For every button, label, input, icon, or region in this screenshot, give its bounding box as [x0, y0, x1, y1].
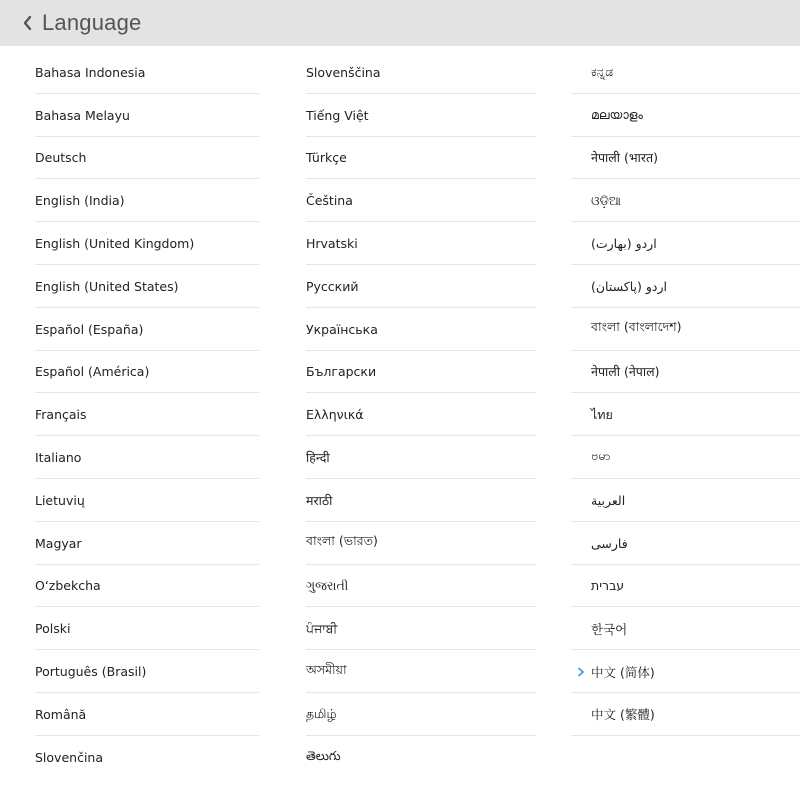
language-item[interactable]: Slovenščina: [306, 51, 536, 94]
language-item[interactable]: বাংলা (ভারত): [306, 522, 536, 565]
language-item[interactable]: Українська: [306, 308, 536, 351]
chevron-left-icon: [20, 13, 34, 33]
language-item[interactable]: Română: [35, 693, 259, 736]
language-item[interactable]: اردو (پاکستان): [571, 265, 800, 308]
header-bar: [0, 0, 800, 46]
language-item[interactable]: Lietuvių: [35, 479, 259, 522]
language-item[interactable]: Български: [306, 351, 536, 394]
language-item[interactable]: ဗမာ: [571, 436, 800, 479]
language-item[interactable]: 中文 (繁體): [571, 693, 800, 736]
language-item[interactable]: Slovenčina: [35, 749, 103, 765]
language-item[interactable]: తెలుగు: [306, 747, 341, 763]
language-item[interactable]: 한국어: [571, 607, 800, 650]
back-button[interactable]: [0, 0, 40, 46]
language-column-3: [571, 51, 800, 736]
language-item-label: 中文 (简体): [591, 664, 655, 680]
language-item[interactable]: O‘zbekcha: [35, 565, 259, 608]
language-item[interactable]: עברית: [571, 565, 800, 608]
language-item[interactable]: Čeština: [306, 179, 536, 222]
language-item[interactable]: Español (América): [35, 351, 259, 394]
language-item[interactable]: ଓଡ଼ିଆ: [571, 179, 800, 222]
language-item[interactable]: हिन्दी: [306, 436, 536, 479]
language-item[interactable]: ಕನ್ನಡ: [571, 51, 800, 94]
language-column-2: [306, 51, 536, 779]
language-item[interactable]: اردو (بھارت): [571, 222, 800, 265]
language-item[interactable]: Français: [35, 393, 259, 436]
page-title: Language: [42, 10, 142, 35]
language-item[interactable]: Polski: [35, 607, 259, 650]
language-item[interactable]: فارسی: [571, 522, 800, 565]
language-item[interactable]: मराठी: [306, 479, 536, 522]
language-item[interactable]: English (India): [35, 179, 259, 222]
language-item[interactable]: Tiếng Việt: [306, 94, 536, 137]
language-item[interactable]: Español (España): [35, 308, 259, 351]
language-item[interactable]: العربية: [571, 479, 800, 522]
language-item[interactable]: বাংলা (বাংলাদেশ): [571, 308, 800, 351]
language-item[interactable]: नेपाली (भारत): [571, 137, 800, 180]
language-item[interactable]: Ελληνικά: [306, 393, 536, 436]
language-item-selected[interactable]: [571, 650, 800, 693]
language-item[interactable]: नेपाली (नेपाल): [571, 351, 800, 394]
language-item[interactable]: தமிழ்: [306, 693, 536, 736]
language-item[interactable]: Bahasa Indonesia: [35, 51, 259, 94]
language-item[interactable]: English (United Kingdom): [35, 222, 259, 265]
language-item[interactable]: Bahasa Melayu: [35, 94, 259, 137]
language-item[interactable]: অসমীয়া: [306, 650, 536, 693]
language-item[interactable]: ไทย: [571, 393, 800, 436]
language-item[interactable]: Magyar: [35, 522, 259, 565]
language-item[interactable]: Italiano: [35, 436, 259, 479]
language-item[interactable]: ગુજરાતી: [306, 565, 536, 608]
language-column-1: [35, 51, 259, 779]
language-item[interactable]: English (United States): [35, 265, 259, 308]
language-item[interactable]: Hrvatski: [306, 222, 536, 265]
language-item[interactable]: മലയാളം: [571, 94, 800, 137]
selected-chevron-icon: [577, 667, 585, 677]
language-item[interactable]: Português (Brasil): [35, 650, 259, 693]
language-item[interactable]: Русский: [306, 265, 536, 308]
language-item[interactable]: ਪੰਜਾਬੀ: [306, 607, 536, 650]
language-item[interactable]: Türkçe: [306, 137, 536, 180]
language-item[interactable]: Deutsch: [35, 137, 259, 180]
